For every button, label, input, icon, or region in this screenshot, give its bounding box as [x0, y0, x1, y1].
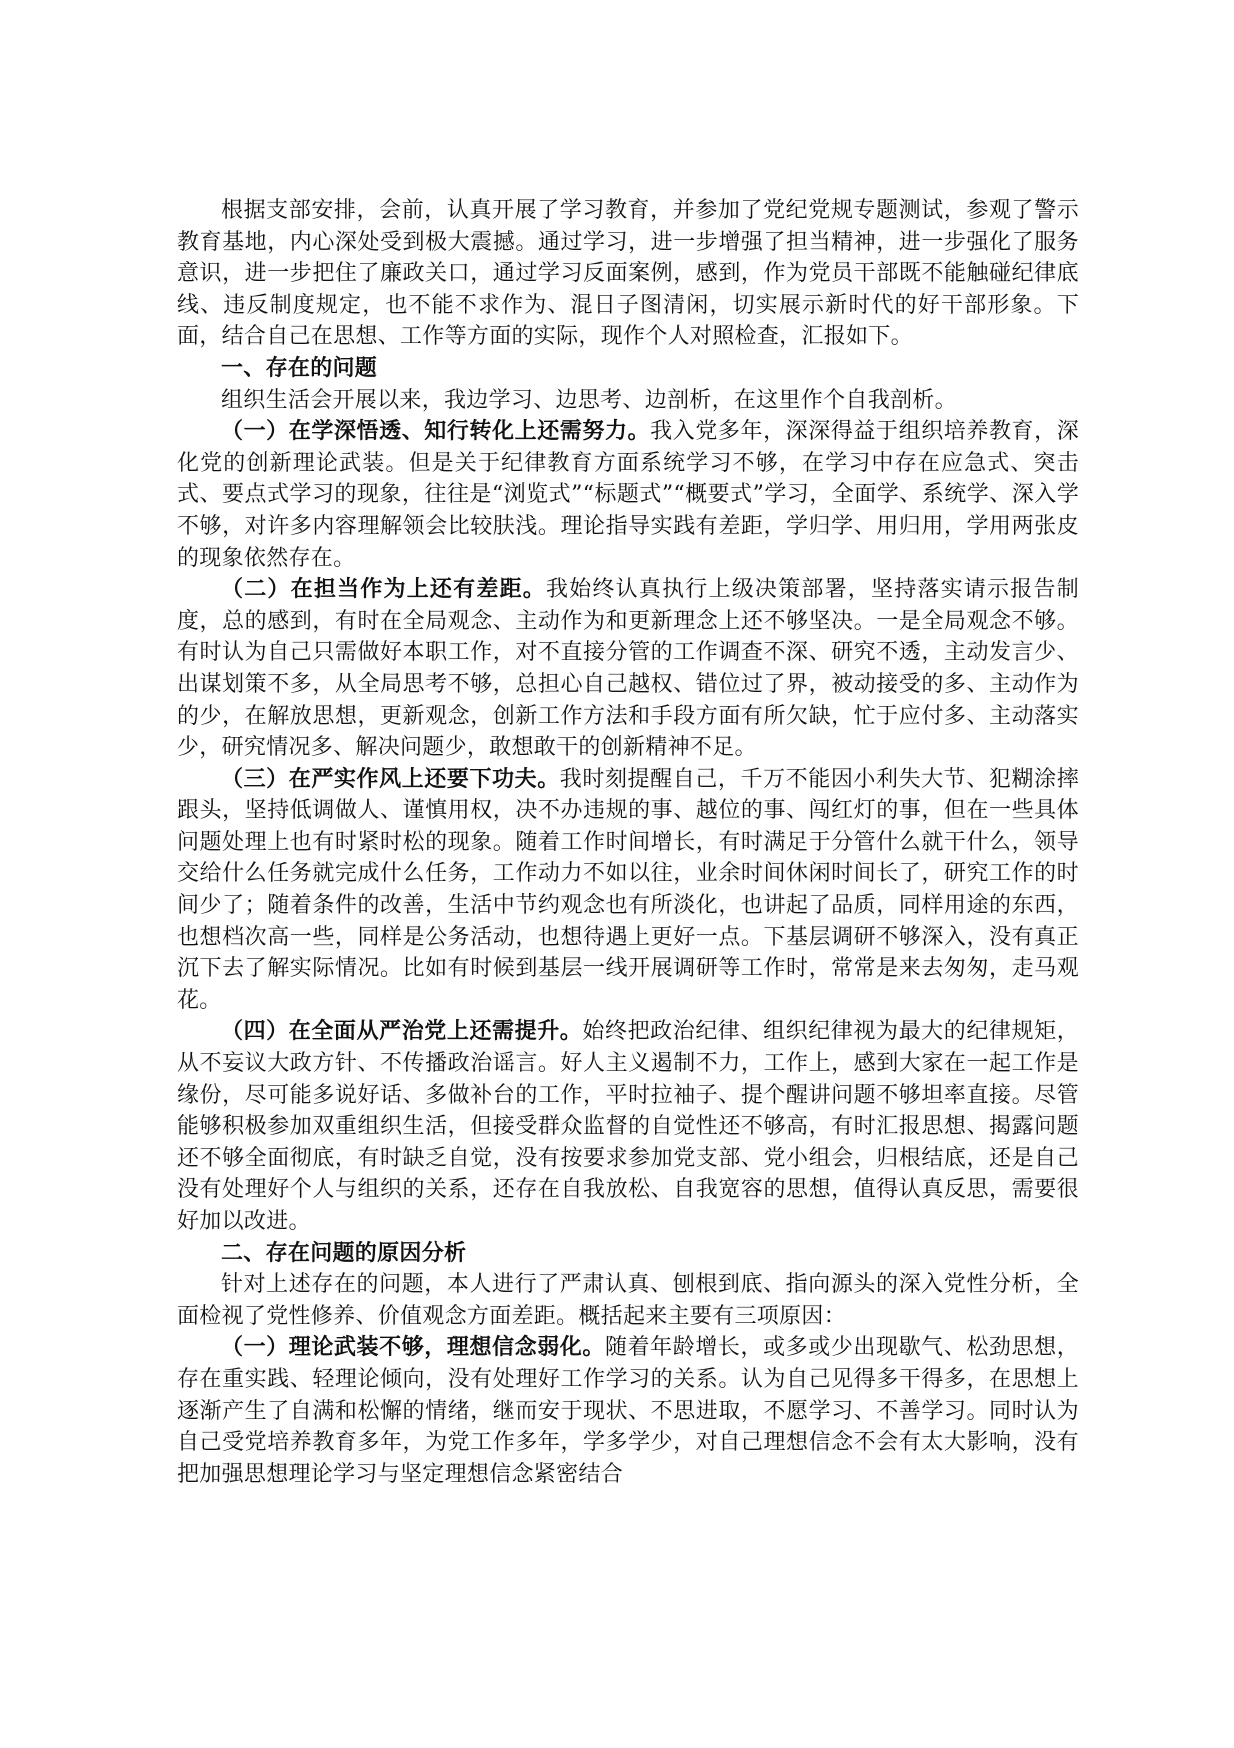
cause-text-1: 随着年龄增长，或多或少出现歇气、松劲思想，存在重实践、轻理论倾向，没有处理好工作学习的关系。认为自己见得多干得多，在思想上逐渐产生了自满和松懈的情绪，继而安于现状、不思进取，不愿学习、不善学习。同时认为自己受党培养教育多年，为党工作多年，学多学少，对自己理想信念不会有太大影响，没有把加强思想理论学习与坚定理想信念紧密结合	[177, 1335, 1079, 1487]
problem-paragraph-2	[177, 574, 1079, 764]
problem-text-3: 我时刻提醒自己，千万不能因小利失大节、犯糊涂摔跟头，坚持低调做人、谨慎用权，决不办违规的事、越位的事、闯红灯的事，但在一些具体问题处理上也有时紧时松的现象。随着工作时间增长，有时满足于分管什么就干什么，领导交给什么任务就完成什么任务，工作动力不如以往，业余时间休闲时间长了，研究工作的时间少了；随着条件的改善，生活中节约观念也有所淡化，也讲起了品质，同样用途的东西，也想档次高一些，同样是公务活动，也想待遇上更好一点。下基层调研不够深入，没有真正沉下去了解实际情况。比如有时候到基层一线开展调研等工作时，常常是来去匆匆，走马观花。	[177, 766, 1079, 1013]
problem-lead-3: （三）在严实作风上还要下功夫。	[221, 765, 560, 792]
problem-paragraph-3	[177, 764, 1079, 1017]
cause-paragraph-1	[177, 1332, 1079, 1490]
cause-lead-1: （一）理论武装不够，理想信念弱化。	[221, 1334, 605, 1361]
problem-text-4: 始终把政治纪律、组织纪律视为最大的纪律规矩，从不妄议大政方针、不传播政治谣言。好人主义遏制不力，工作上，感到大家在一起工作是缘份，尽可能多说好话、多做补台的工作，平时拉袖子、提个醒讲问题不够坦率直接。尽管能够积极参加双重组织生活，但接受群众监督的自觉性还不够高，有时汇报思想、揭露问题还不够全面彻底，有时缺乏自觉，没有按要求参加党支部、党小组会，归根结底，还是自己没有处理好个人与组织的关系，还存在自我放松、自我宽容的思想，值得认真反思，需要很好加以改进。	[177, 1019, 1079, 1234]
problem-text-2: 我始终认真执行上级决策部署，坚持落实请示报告制度，总的感到，有时在全局观念、主动作为和更新理念上还不够坚决。一是全局观念不够。有时认为自己只需做好本职工作，对不直接分管的工作调查不深、研究不透，主动发言少、出谋划策不多，从全局思考不够，总担心自己越权、错位过了界，被动接受的多、主动作为的少，在解放思想，更新观念，创新工作方法和手段方面有所欠缺，忙于应付多、主动落实少，研究情况多、解决问题少，敢想敢干的创新精神不足。	[177, 577, 1080, 761]
section-heading-causes: 二、存在问题的原因分析	[221, 1239, 467, 1266]
problem-text-1: 我入党多年，深深得益于组织培养教育，深化党的创新理论武装。但是关于纪律教育方面系统学习不够，在学习中存在应急式、突击式、要点式学习的现象，往往是“浏览式”“标题式”“概要式”学习，全面学、系统学、深入学不够，对许多内容理解领会比较肤浅。理论指导实践有差距，学归学、用归用，学用两张皮的现象依然存在。	[177, 419, 1080, 571]
intro-paragraph: 根据支部安排，会前，认真开展了学习教育，并参加了党纪党规专题测试，参观了警示教育基地，内心深处受到极大震撼。通过学习，进一步增强了担当精神，进一步强化了服务意识，进一步把住了廉政关口，通过学习反面案例，感到，作为党员干部既不能触碰纪律底线、违反制度规定，也不能不求作为、混日子图清闲，切实展示新时代的好干部形象。下面，结合自己在思想、工作等方面的实际，现作个人对照检查，汇报如下。	[177, 198, 1079, 350]
problem-paragraph-1	[177, 416, 1079, 574]
problem-lead-2: （二）在担当作为上还有差距。	[221, 576, 546, 603]
section-intro-causes: 针对上述存在的问题，本人进行了严肃认真、刨根到底、指向源头的深入党性分析，全面检视了党性修养、价值观念方面差距。概括起来主要有三项原因：	[177, 1272, 1079, 1329]
section-heading-problems: 一、存在的问题	[221, 354, 378, 381]
problem-lead-1: （一）在学深悟透、知行转化上还需努力。	[221, 418, 651, 445]
section-intro-problems: 组织生活会开展以来，我边学习、边思考、边剖析，在这里作个自我剖析。	[221, 387, 957, 413]
document-body	[177, 195, 1079, 1490]
problem-paragraph-4	[177, 1016, 1079, 1237]
problem-lead-4: （四）在全面从严治党上还需提升。	[221, 1018, 583, 1045]
